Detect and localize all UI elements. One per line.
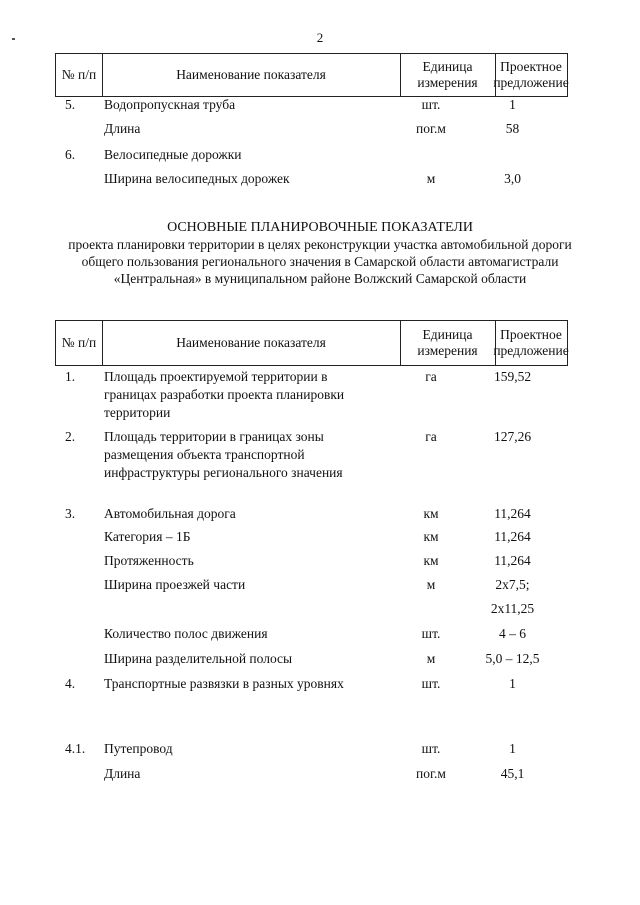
row-value: 127,26 — [493, 429, 532, 444]
header-name: Наименование показателя — [102, 54, 401, 96]
row-unit: шт. — [421, 741, 441, 756]
row-number: 4.1. — [65, 741, 86, 756]
row-value: 159,52 — [493, 369, 532, 384]
row-value: 2х7,5; — [495, 577, 530, 592]
row-value: 1 — [509, 97, 516, 112]
row-unit: км — [423, 529, 439, 544]
row-name: Длина — [104, 766, 141, 781]
section-subtitle: проекта планировки территории в целях реконструкции участка автомобильной дороги общего пользования регионального значения в Самарской области автомагистрали «Центральная» в муниципальном районе Волжский Самарской области — [68, 237, 572, 286]
row-name: Ширина велосипедных дорожек — [104, 171, 290, 186]
header-no: № п/п — [56, 54, 103, 96]
row-number: 6. — [65, 147, 76, 162]
row-unit: км — [423, 553, 439, 568]
row-name: Длина — [104, 121, 141, 136]
row-number: 1. — [65, 369, 76, 384]
row-unit: пог.м — [416, 766, 446, 781]
row-number: 5. — [65, 97, 76, 112]
row-unit: м — [426, 577, 436, 592]
header-value: Проектное предложение — [493, 59, 569, 90]
row-name: Протяженность — [104, 553, 194, 568]
row-value: 45,1 — [500, 766, 525, 781]
row-unit: шт. — [421, 97, 441, 112]
row-name: Количество полос движения — [104, 626, 268, 641]
row-name: Автомобильная дорога — [104, 506, 236, 521]
row-number: 3. — [65, 506, 76, 521]
row-unit: га — [425, 429, 437, 444]
header-unit: Единица измерения — [400, 54, 496, 96]
row-value: 2х11,25 — [490, 601, 535, 616]
row-unit: км — [423, 506, 439, 521]
header-name: Наименование показателя — [102, 321, 401, 365]
row-name: Водопропускная труба — [104, 97, 236, 112]
row-value: 11,264 — [494, 529, 531, 544]
row-unit: пог.м — [416, 121, 446, 136]
scan-mark — [12, 38, 15, 40]
section-title: ОСНОВНЫЕ ПЛАНИРОВОЧНЫЕ ПОКАЗАТЕЛИ — [167, 220, 473, 235]
row-unit: шт. — [421, 676, 441, 691]
header-no: № п/п — [56, 321, 103, 365]
row-unit: га — [425, 369, 437, 384]
row-value: 3,0 — [504, 171, 521, 186]
row-value: 1 — [509, 676, 516, 691]
row-value: 5,0 – 12,5 — [485, 651, 540, 666]
row-name: Площадь проектируемой территории в границах разработки проекта планировки территории — [104, 369, 345, 420]
row-number: 4. — [65, 676, 76, 691]
row-value: 11,264 — [494, 553, 531, 568]
row-unit: м — [426, 171, 436, 186]
row-name: Категория – 1Б — [104, 529, 191, 544]
row-name: Ширина разделительной полосы — [104, 651, 293, 666]
row-unit: м — [426, 651, 436, 666]
table-header — [55, 320, 568, 366]
row-value: 1 — [509, 741, 516, 756]
row-name: Транспортные развязки в разных уровнях — [104, 676, 344, 691]
row-number: 2. — [65, 429, 76, 444]
row-name: Путепровод — [104, 741, 173, 756]
header-unit: Единица измерения — [400, 321, 496, 365]
page-number: 2 — [316, 30, 324, 45]
row-unit: шт. — [421, 626, 441, 641]
header-value: Проектное предложение — [493, 327, 569, 358]
row-name: Ширина проезжей части — [104, 577, 246, 592]
row-value: 58 — [505, 121, 520, 136]
row-value: 4 – 6 — [499, 626, 526, 641]
table-header — [55, 53, 568, 97]
row-name: Велосипедные дорожки — [104, 147, 242, 162]
row-value: 11,264 — [494, 506, 531, 521]
row-name: Площадь территории в границах зоны размещения объекта транспортной инфраструктуры регионального значения — [104, 429, 343, 480]
